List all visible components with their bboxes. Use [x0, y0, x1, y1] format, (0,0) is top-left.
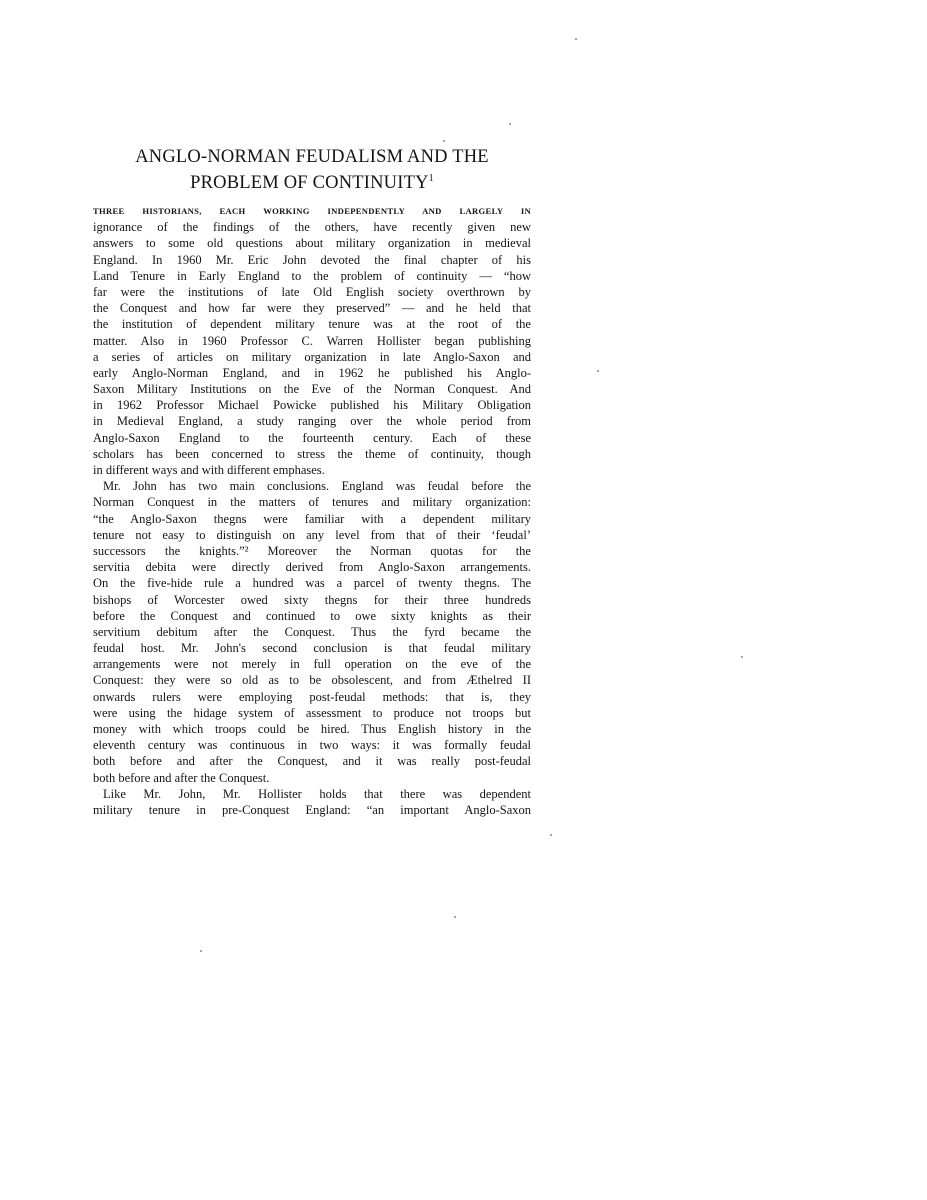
text-line: England. In 1960 Mr. Eric John devoted the final chapter of his — [93, 252, 531, 267]
text-line: arrangements were not merely in full operation on the eve of the — [93, 657, 531, 672]
text-line: successors the knights.”² Moreover the Norman quotas for the — [93, 543, 531, 558]
scan-speck — [454, 916, 456, 918]
text-line: onwards rulers were employing post-feudal methods: that is, they — [93, 689, 531, 704]
scan-speck — [575, 38, 577, 40]
text-line: Anglo-Saxon England to the fourteenth century. Each of these — [93, 430, 531, 445]
article — [93, 146, 531, 818]
text-line: were using the hidage system of assessment to produce not troops but — [93, 705, 531, 720]
text-line: servitium debitum after the Conquest. Thus the fyrd became the — [93, 624, 531, 639]
text-line: “the Anglo-Saxon thegns were familiar with a dependent military — [93, 511, 531, 526]
text-line: in 1962 Professor Michael Powicke published his Military Obligation — [93, 398, 531, 413]
text-line: before the Conquest and continued to owe sixty knights as their — [93, 608, 531, 623]
text-line: military tenure in pre-Conquest England: “an important Anglo-Saxon — [93, 802, 531, 817]
text-line: in different ways and with different emphases. — [93, 463, 325, 477]
text-line: Conquest: they were so old as to be obsolescent, and from Æthelred II — [93, 673, 531, 688]
text-line: money with which troops could be hired. Thus English history in the — [93, 722, 531, 736]
text-line: On the five-hide rule a hundred was a parcel of twenty thegns. The — [93, 576, 531, 591]
text-line: THREE HISTORIANS, EACH WORKING INDEPENDENTLY AND LARGELY IN — [93, 206, 531, 216]
text-line: both before and after the Conquest. — [93, 770, 270, 785]
scan-speck — [597, 370, 599, 372]
text-line: Saxon Military Institutions on the Eve of the Norman Conquest. And — [93, 382, 531, 397]
title-footnote-mark: 1 — [428, 173, 434, 184]
scan-speck — [550, 834, 552, 836]
text-line: Like Mr. John, Mr. Hollister holds that there was dependent — [103, 786, 531, 801]
text-line: both before and after the Conquest, and it was really post-feudal — [93, 754, 531, 769]
text-line: matter. Also in 1960 Professor C. Warren Hollister began publishing — [93, 333, 531, 348]
scan-speck — [200, 950, 202, 952]
text-line: Land Tenure in Early England to the problem of continuity — “how — [93, 268, 531, 283]
text-line: Norman Conquest in the matters of tenures and military organization: — [93, 495, 531, 510]
text-line: Mr. John has two main conclusions. England was feudal before the — [103, 479, 531, 494]
text-line: feudal host. Mr. John's second conclusion is that feudal military — [93, 641, 531, 656]
text-line: early Anglo-Norman England, and in 1962 he published his Anglo- — [93, 365, 531, 380]
title-line-1: ANGLO-NORMAN FEUDALISM AND THE — [135, 147, 489, 167]
article-body — [93, 203, 531, 818]
text-line: in Medieval England, a study ranging over the whole period from — [93, 414, 531, 429]
text-line: the institution of dependent military tenure was at the root of the — [93, 317, 531, 332]
text-line: scholars has been concerned to stress the theme of continuity, though — [93, 446, 531, 461]
text-line: eleventh century was continuous in two ways: it was formally feudal — [93, 738, 531, 753]
scan-speck — [443, 140, 445, 142]
title-line-2: PROBLEM OF CONTINUITY — [190, 173, 429, 193]
scan-speck — [509, 123, 511, 125]
text-line: the Conquest and how far were they preserved” — and he held that — [93, 301, 531, 316]
text-line: servitia debita were directly derived from Anglo-Saxon arrangements. — [93, 560, 531, 575]
text-line: ignorance of the findings of the others, have recently given new — [93, 220, 531, 235]
text-line: tenure not easy to distinguish on any level from that of their ‘feudal’ — [93, 527, 531, 542]
article-title — [93, 146, 531, 194]
text-line: far were the institutions of late Old English society overthrown by — [93, 284, 531, 299]
text-line: a series of articles on military organization in late Anglo-Saxon and — [93, 349, 531, 364]
scan-speck — [741, 656, 743, 658]
text-line: bishops of Worcester owed sixty thegns for their three hundreds — [93, 592, 531, 607]
text-line: answers to some old questions about military organization in medieval — [93, 236, 531, 251]
